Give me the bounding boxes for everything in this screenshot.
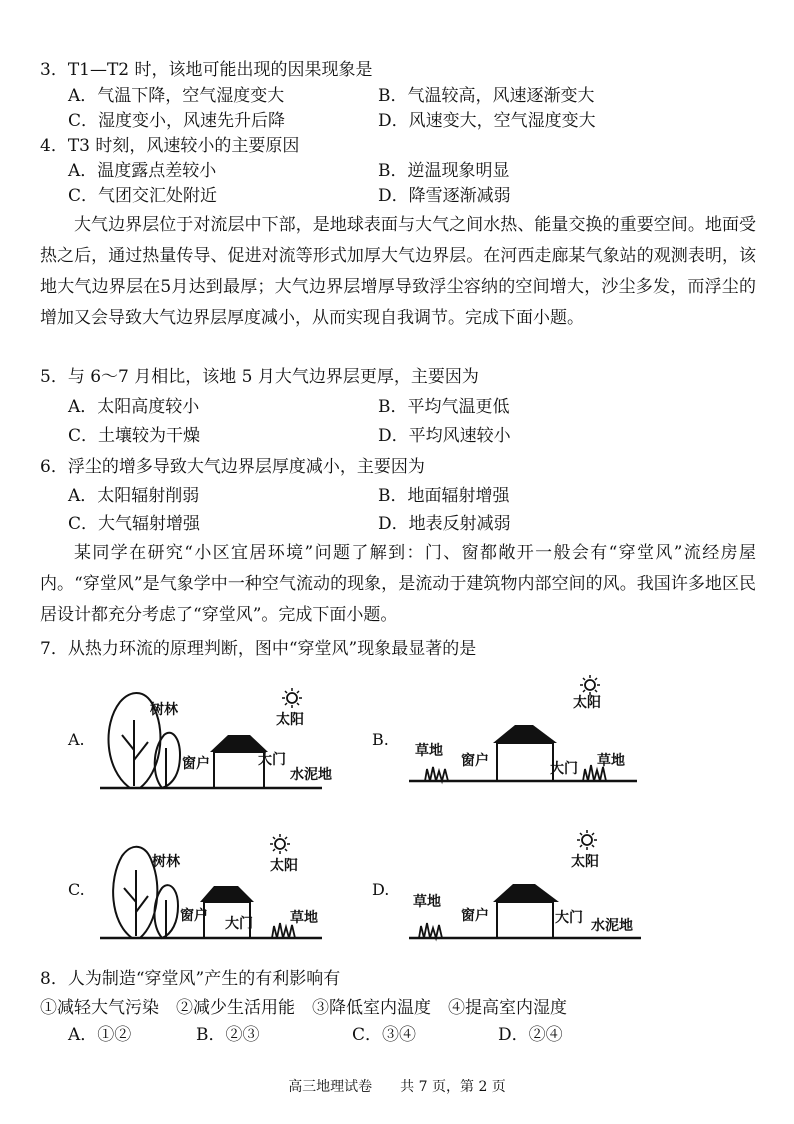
sun-icon <box>270 834 290 854</box>
fig-c-left-label: 树林 <box>152 854 180 870</box>
fig-d-window-label: 窗户 <box>461 908 489 924</box>
q8-stem: 8．人为制造“穿堂风”产生的有利影响有 <box>40 969 341 989</box>
q4-stem: 4．T3 时刻，风速较小的主要原因 <box>40 136 300 156</box>
fig-d-sun-label: 太阳 <box>571 854 599 870</box>
sun-icon <box>580 675 600 695</box>
passage-cross-ventilation: 某同学在研究“小区宜居环境”问题了解到：门、窗都敞开一般会有“穿堂风”流经房屋内。“穿堂风”是气象学中一种空气流动的现象，是流动于建筑物内部空间的风。我国许多地区民居设计都充分考虑了“穿堂风”。完成下面小题。 <box>40 543 756 625</box>
page-footer: 高三地理试卷 共 7 页，第 2 页 <box>288 1079 506 1095</box>
q4-option-c: C．气团交汇处附近 <box>68 186 218 206</box>
q6-option-a: A．太阳辐射削弱 <box>68 486 200 506</box>
q3-option-c: C．湿度变小，风速先升后降 <box>68 111 286 131</box>
q6-option-d: D．地表反射减弱 <box>378 514 511 534</box>
fig-a-door-label: 大门 <box>258 752 286 768</box>
fig-c-door-label: 大门 <box>225 916 253 932</box>
q5-option-b: B．平均气温更低 <box>378 397 510 417</box>
q5-option-c: C．土壤较为干燥 <box>68 426 201 446</box>
sun-icon <box>577 830 597 850</box>
fig-a-right-label: 水泥地 <box>290 767 332 783</box>
fig-b-window-label: 窗户 <box>461 753 489 769</box>
q8-option-a: A．①② <box>68 1025 132 1045</box>
sun-icon <box>282 688 302 708</box>
fig-b-left-label: 草地 <box>415 743 443 759</box>
fig-c-letter: C. <box>68 880 85 899</box>
figure-d <box>405 830 655 945</box>
q8-option-d: D．②④ <box>498 1025 563 1045</box>
fig-a-left-label: 树林 <box>150 702 178 718</box>
passage-boundary-layer: 大气边界层位于对流层中下部，是地球表面与大气之间水热、能量交换的重要空间。地面受热之后，通过热量传导、促进对流等形式加厚大气边界层。在河西走廊某气象站的观测表明，该地大气边界层在5月达到最厚；大气边界层增厚导致浮尘容纳的空间增大，沙尘多发，而浮尘的增加又会导致大气边界层厚度减小，从而实现自我调节。完成下面小题。 <box>40 215 756 328</box>
q5-stem: 5．与 6～7 月相比，该地 5 月大气边界层更厚，主要因为 <box>40 367 479 387</box>
fig-d-right-label: 水泥地 <box>591 918 633 934</box>
q5-option-d: D．平均风速较小 <box>378 426 511 446</box>
q8-option-c: C．③④ <box>352 1025 417 1045</box>
q3-option-b: B．气温较高，风速逐渐变大 <box>378 86 595 106</box>
q3-option-a: A．气温下降，空气湿度变大 <box>68 86 285 106</box>
q7-stem: 7．从热力环流的原理判断，图中“穿堂风”现象最显著的是 <box>40 639 477 659</box>
q6-option-c: C．大气辐射增强 <box>68 514 201 534</box>
fig-c-right-label: 草地 <box>290 910 318 926</box>
fig-d-door-label: 大门 <box>555 910 583 926</box>
fig-c-window-label: 窗户 <box>180 908 208 924</box>
q4-option-d: D．降雪逐渐减弱 <box>378 186 511 206</box>
fig-a-sun-label: 太阳 <box>276 712 304 728</box>
q3-option-d: D．风速变大，空气湿度变大 <box>378 111 596 131</box>
q8-items: ①减轻大气污染 ②减少生活用能 ③降低室内温度 ④提高室内湿度 <box>40 998 567 1018</box>
fig-c-sun-label: 太阳 <box>270 858 298 874</box>
fig-b-door-label: 大门 <box>550 761 578 777</box>
figure-c <box>100 830 340 945</box>
fig-a-window-label: 窗户 <box>182 756 210 772</box>
fig-b-letter: B. <box>372 730 389 749</box>
fig-d-letter: D. <box>372 880 390 899</box>
fig-d-left-label: 草地 <box>413 894 441 910</box>
q4-option-a: A．温度露点差较小 <box>68 161 217 181</box>
q8-option-b: B．②③ <box>196 1025 260 1045</box>
figure-a <box>100 680 340 795</box>
fig-b-sun-label: 太阳 <box>573 695 601 711</box>
fig-a-letter: A. <box>68 730 85 749</box>
fig-b-right-label: 草地 <box>597 753 625 769</box>
figure-b <box>405 673 655 788</box>
q4-option-b: B．逆温现象明显 <box>378 161 510 181</box>
q6-stem: 6．浮尘的增多导致大气边界层厚度减小，主要因为 <box>40 457 425 477</box>
q6-option-b: B．地面辐射增强 <box>378 486 510 506</box>
q5-option-a: A．太阳高度较小 <box>68 397 200 417</box>
q3-stem: 3．T1—T2 时，该地可能出现的因果现象是 <box>40 60 373 80</box>
